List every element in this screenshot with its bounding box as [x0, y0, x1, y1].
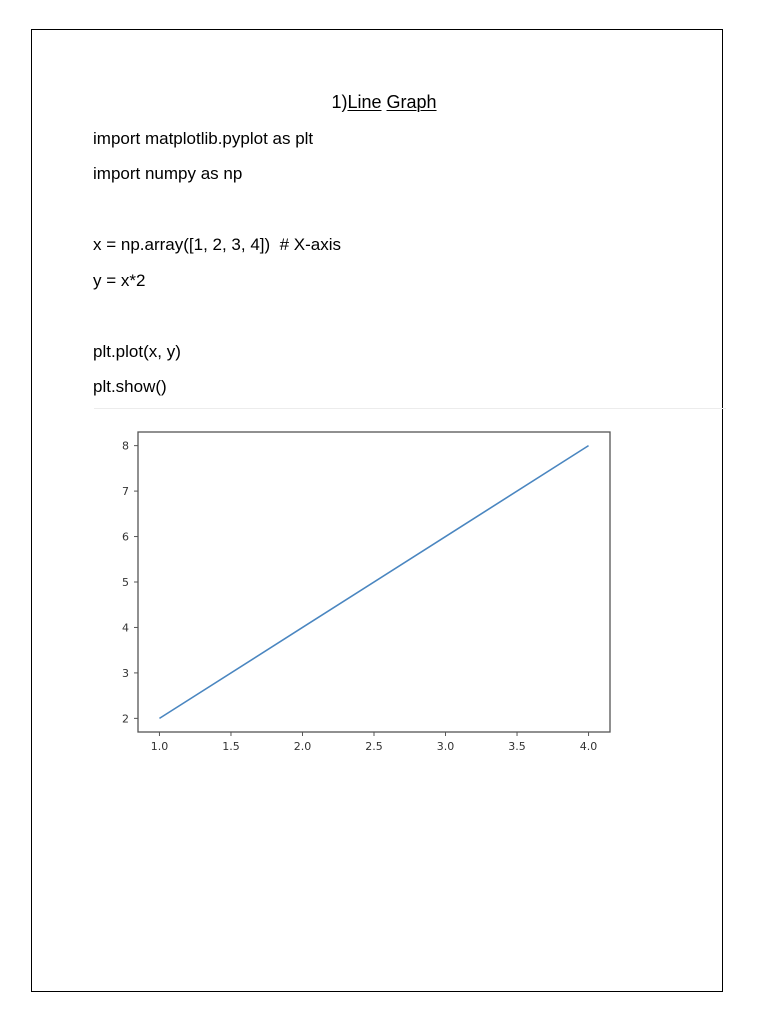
x-tick-label: 2.5 [365, 740, 383, 753]
code-line-plt-plot: plt.plot(x, y) [93, 342, 181, 361]
y-axis-ticks [122, 440, 138, 726]
heading-number: 1) [331, 92, 348, 112]
y-tick-label: 4 [122, 621, 129, 635]
x-tick-label: 1.5 [222, 740, 240, 753]
code-line-import-matplotlib: import matplotlib.pyplot as plt [93, 129, 314, 148]
y-tick-label: 2 [122, 712, 129, 726]
x-tick-label: 3.5 [508, 740, 526, 753]
code-line-y-expression: y = x*2 [93, 271, 146, 290]
y-tick-label: 6 [122, 530, 129, 544]
x-tick-label: 2.0 [293, 740, 312, 753]
code-line-plt-show: plt.show() [93, 377, 167, 396]
separator-line [94, 408, 726, 409]
x-tick-label: 3.0 [436, 740, 455, 753]
heading-word-graph: Graph [386, 92, 437, 112]
y-tick-label: 7 [122, 485, 129, 499]
section-heading [0, 90, 768, 114]
line-chart [100, 420, 630, 770]
x-axis-ticks [151, 732, 598, 753]
x-tick-label: 4.0 [579, 740, 598, 753]
y-tick-label: 5 [122, 576, 129, 589]
code-line-x-array: x = np.array([1, 2, 3, 4]) # X-axis [93, 235, 342, 254]
x-tick-label: 1.0 [150, 740, 169, 753]
code-line-import-numpy: import numpy as np [93, 164, 243, 183]
line-chart-figure [100, 420, 630, 770]
heading-word-line: Line [347, 92, 382, 112]
y-tick-label: 8 [122, 439, 129, 453]
y-tick-label: 3 [122, 666, 129, 680]
